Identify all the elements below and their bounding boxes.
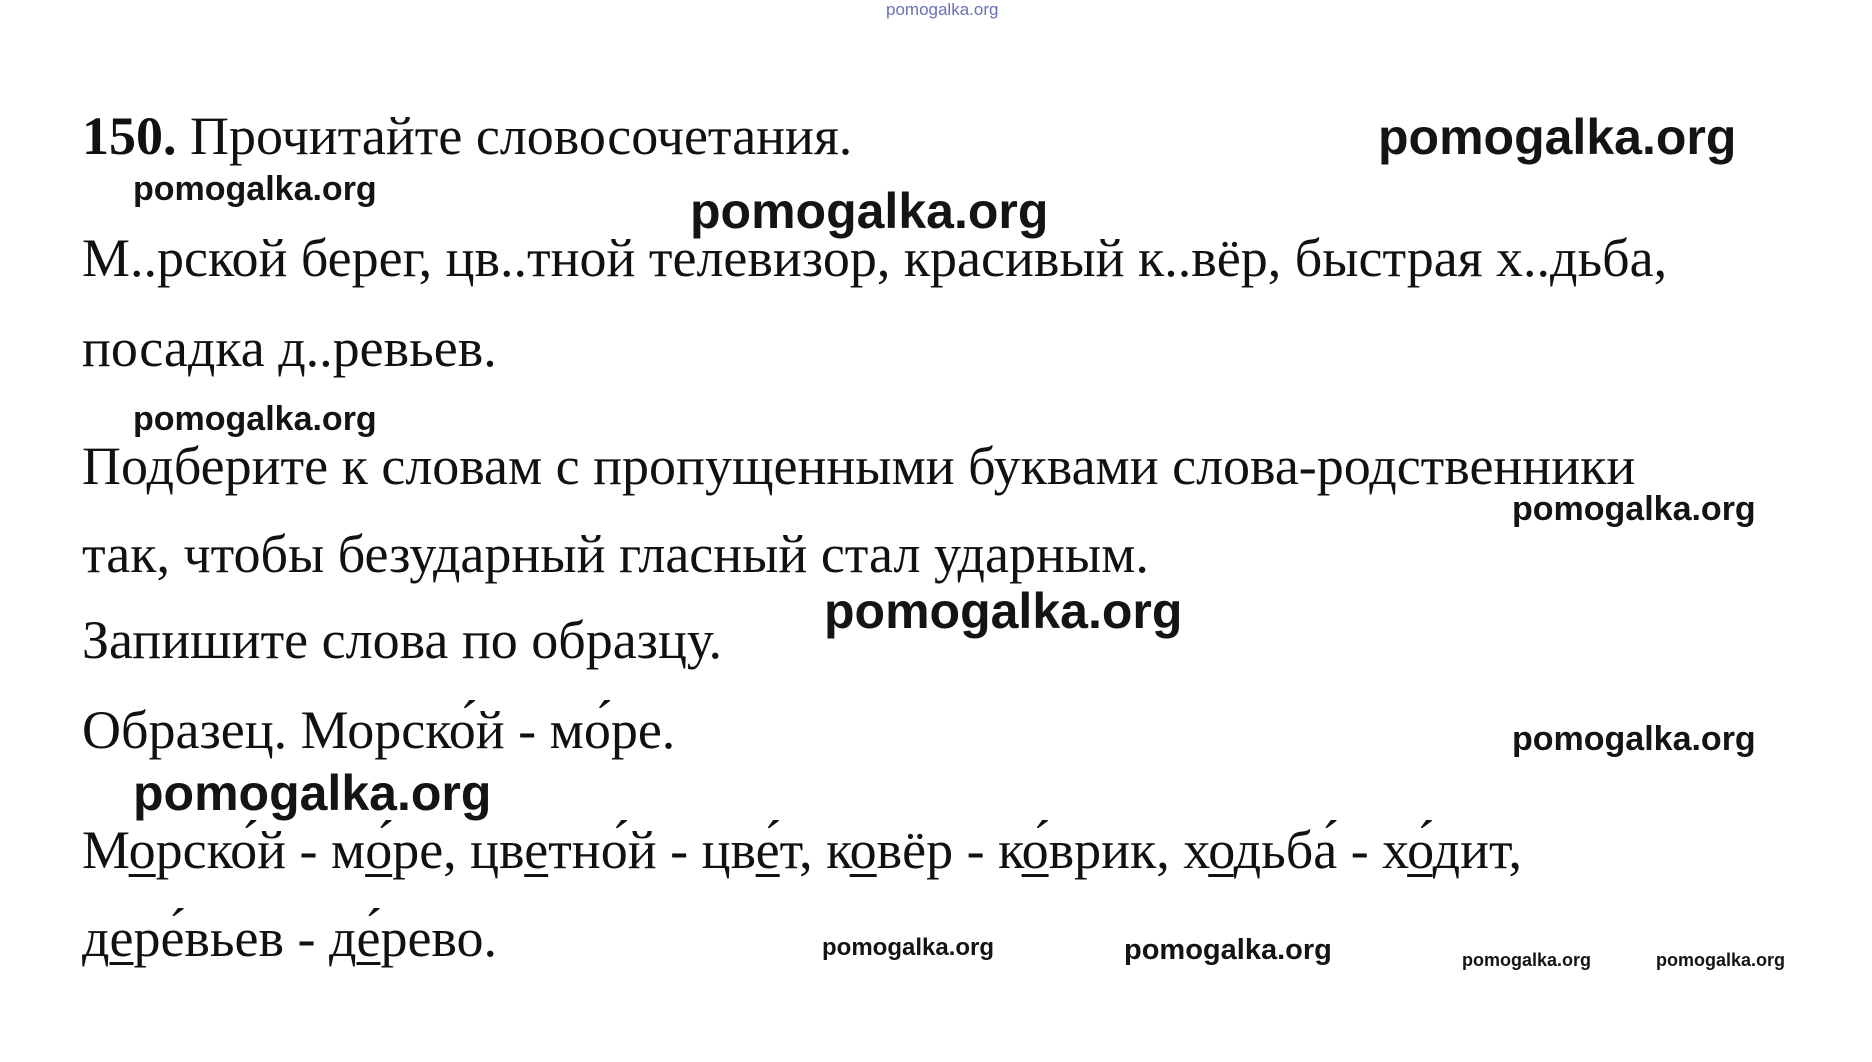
watermark: pomogalka.org: [1512, 490, 1756, 528]
watermark: pomogalka.org: [133, 765, 492, 821]
watermark: pomogalka.org: [1124, 934, 1332, 966]
sample-line: Образец. Морско́й - мо́ре.: [82, 700, 676, 760]
answer-text: тно́й - цв: [548, 820, 756, 880]
underlined-vowel: е́: [356, 908, 381, 968]
watermark: pomogalka.org: [1656, 950, 1786, 970]
answer-text: дит,: [1432, 820, 1523, 880]
answer-text: рско́й - м: [155, 820, 366, 880]
watermark: pomogalka.org: [1462, 950, 1592, 970]
answer-text: ре́вьев - д: [133, 908, 357, 968]
watermark: pomogalka.org: [822, 934, 995, 961]
task-line-2: так, чтобы безударный гласный стал ударным.: [82, 524, 1149, 584]
watermark: pomogalka.org: [824, 583, 1183, 639]
watermark: pomogalka.org: [133, 170, 377, 208]
task-line-3: Запишите слова по образцу.: [82, 610, 722, 670]
answer-text: дьба́ - х: [1233, 820, 1408, 880]
exercise-number: 150.: [82, 106, 177, 166]
underlined-vowel: е: [109, 908, 134, 968]
answer-text: рево.: [380, 908, 498, 968]
underlined-vowel: о: [128, 820, 156, 880]
answer-line-1: [82, 818, 1522, 882]
watermark: pomogalka.org: [133, 400, 377, 438]
answer-text: М: [82, 820, 129, 880]
answer-line-2: [82, 906, 497, 970]
underlined-vowel: е: [524, 820, 549, 880]
answer-text: вёр - к: [876, 820, 1022, 880]
answer-text: ре, цв: [392, 820, 525, 880]
underlined-vowel: о́: [1407, 820, 1433, 880]
answer-text: врик, х: [1048, 820, 1209, 880]
exercise-heading: [82, 104, 852, 168]
phrases-line-1: М..рской берег, цв..тной телевизор, красивый к..вёр, быстрая х..дьба,: [82, 228, 1668, 288]
underlined-vowel: о: [1208, 820, 1234, 880]
phrases-line-2: посадка д..ревьев.: [82, 318, 497, 378]
underlined-vowel: е́: [755, 820, 780, 880]
answer-text: д: [82, 908, 110, 968]
answer-text: т, к: [779, 820, 850, 880]
exercise-title: Прочитайте словосочетания.: [190, 106, 853, 166]
watermark: pomogalka.org: [690, 183, 1049, 239]
underlined-vowel: о́: [1021, 820, 1049, 880]
underlined-vowel: о́: [365, 820, 393, 880]
watermark-top: pomogalka.org: [886, 0, 999, 19]
task-line-1: Подберите к словам с пропущенными буквами слова-родственники: [82, 436, 1636, 496]
underlined-vowel: о: [849, 820, 877, 880]
watermark: pomogalka.org: [1512, 720, 1756, 758]
watermark: pomogalka.org: [1378, 109, 1737, 165]
